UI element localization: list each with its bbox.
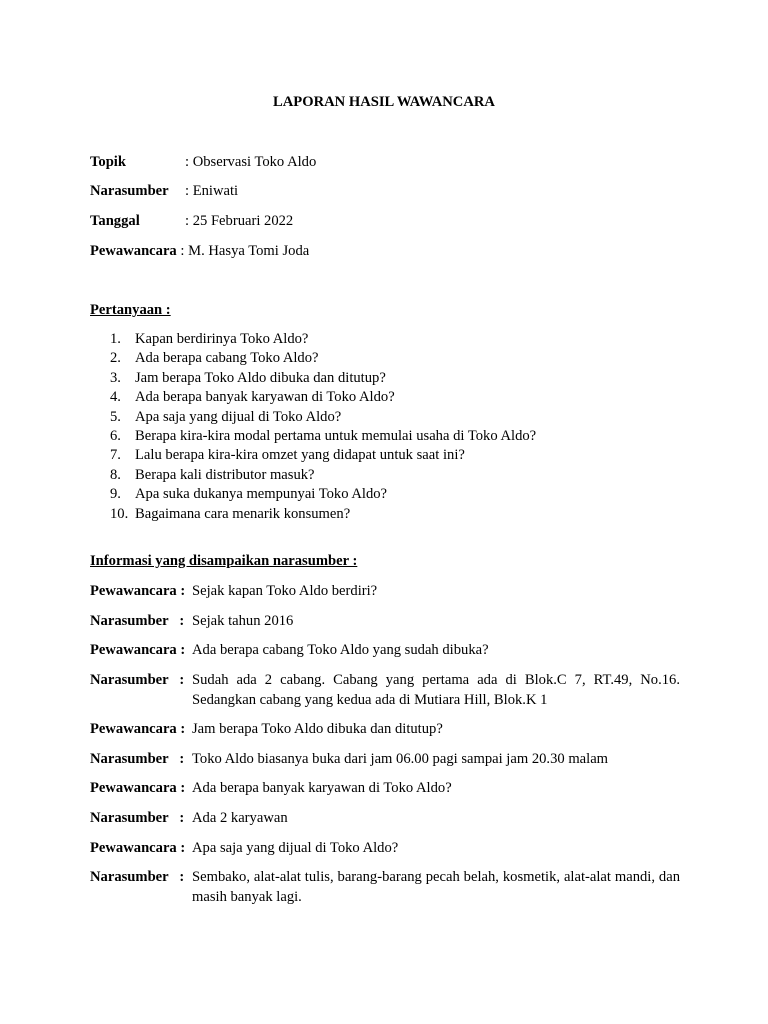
dialogue-text: Sembako, alat-alat tulis, barang-barang pecah belah, kosmetik, alat-alat mandi, dan masih banyak lagi. <box>192 869 680 905</box>
meta-pewawancara-value: : M. Hasya Tomi Joda <box>180 243 310 259</box>
speaker-label: Narasumber : <box>90 751 185 767</box>
question-number: 10. <box>110 505 129 522</box>
speaker-label: Narasumber : <box>90 810 185 826</box>
dialogue-row <box>90 611 680 631</box>
question-text: Kapan berdirinya Toko Aldo? <box>135 331 309 347</box>
question-number: 3. <box>110 369 121 386</box>
dialogue-row <box>90 838 680 858</box>
dialogue-text: Ada berapa cabang Toko Aldo yang sudah dibuka? <box>192 642 489 658</box>
meta-topik <box>90 153 316 171</box>
question-number: 9. <box>110 486 121 503</box>
question-number: 2. <box>110 350 121 367</box>
info-heading: Informasi yang disampaikan narasumber : <box>90 553 358 569</box>
question-number: 6. <box>110 427 121 444</box>
meta-pewawancara <box>90 242 309 260</box>
meta-narasumber-value: : Eniwati <box>185 183 239 199</box>
meta-topik-value: : Observasi Toko Aldo <box>185 154 317 170</box>
question-text: Jam berapa Toko Aldo dibuka dan ditutup? <box>135 369 386 386</box>
question-text: Ada berapa banyak karyawan di Toko Aldo? <box>135 389 395 406</box>
dialogue-text: Jam berapa Toko Aldo dibuka dan ditutup? <box>192 721 443 737</box>
dialogue-row <box>90 670 680 710</box>
questions-heading: Pertanyaan : <box>90 302 171 318</box>
question-text: Apa saja yang dijual di Toko Aldo? <box>135 408 342 425</box>
speaker-label: Pewawancara : <box>90 583 186 599</box>
document-title: LAPORAN HASIL WAWANCARA <box>273 94 495 110</box>
meta-tanggal <box>90 212 293 230</box>
question-text: Apa suka dukanya mempunyai Toko Aldo? <box>135 486 388 503</box>
dialogue-text: Sejak tahun 2016 <box>192 613 294 629</box>
dialogue-row <box>90 581 680 601</box>
meta-narasumber <box>90 182 238 200</box>
question-number: 1. <box>110 331 121 347</box>
dialogue-text: Ada 2 karyawan <box>192 810 288 826</box>
meta-narasumber-label: Narasumber <box>90 183 169 199</box>
question-text: Lalu berapa kira-kira omzet yang didapat untuk saat ini? <box>135 447 465 464</box>
question-number: 7. <box>110 447 121 464</box>
dialogue-row <box>90 640 680 660</box>
speaker-label: Pewawancara : <box>90 780 186 796</box>
question-text: Bagaimana cara menarik konsumen? <box>135 505 351 522</box>
question-number: 4. <box>110 389 121 406</box>
speaker-label: Pewawancara : <box>90 840 186 856</box>
dialogue-text: Sudah ada 2 cabang. Cabang yang pertama ada di Blok.C 7, RT.49, No.16. Sedangkan cabang yang kedua ada di Mutiara Hill, Blok.K 1 <box>192 672 680 708</box>
question-number: 5. <box>110 408 121 425</box>
question-text: Berapa kira-kira modal pertama untuk memulai usaha di Toko Aldo? <box>135 427 537 444</box>
dialogue-row <box>90 778 680 798</box>
question-number: 8. <box>110 466 121 483</box>
meta-tanggal-value: : 25 Februari 2022 <box>185 213 294 229</box>
dialogue-row <box>90 808 680 828</box>
question-text: Ada berapa cabang Toko Aldo? <box>135 350 319 367</box>
speaker-label: Narasumber : <box>90 613 185 629</box>
dialogue-row <box>90 719 680 739</box>
dialogue-text: Ada berapa banyak karyawan di Toko Aldo? <box>192 780 452 796</box>
dialogue-text: Toko Aldo biasanya buka dari jam 06.00 pagi sampai jam 20.30 malam <box>192 751 609 767</box>
dialogue-row <box>90 867 680 907</box>
dialogue-row <box>90 749 680 769</box>
speaker-label: Narasumber : <box>90 869 185 885</box>
dialogue-text: Apa saja yang dijual di Toko Aldo? <box>192 840 399 856</box>
speaker-label: Pewawancara : <box>90 642 186 658</box>
meta-tanggal-label: Tanggal <box>90 213 140 229</box>
question-text: Berapa kali distributor masuk? <box>135 466 315 483</box>
dialogue-text: Sejak kapan Toko Aldo berdiri? <box>192 583 378 599</box>
meta-topik-label: Topik <box>90 154 126 170</box>
speaker-label: Narasumber : <box>90 672 185 688</box>
meta-pewawancara-label: Pewawancara <box>90 243 177 259</box>
speaker-label: Pewawancara : <box>90 721 186 737</box>
